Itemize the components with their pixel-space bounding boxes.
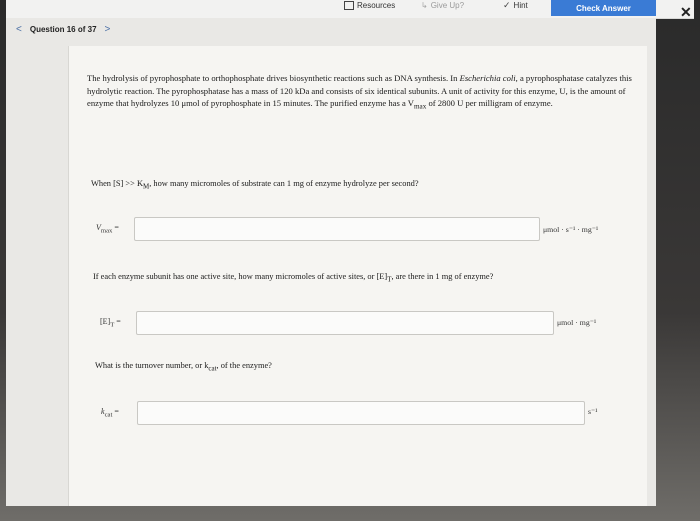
q2-post: , are there in 1 mg of enzyme?	[391, 272, 494, 281]
et-label-sub: T	[110, 321, 115, 329]
hint-check-icon: ✓	[503, 0, 511, 10]
give-up-label: Give Up?	[430, 1, 465, 10]
et-unit: μmol · mg⁻¹	[557, 318, 597, 327]
next-question-icon[interactable]: >	[104, 24, 111, 35]
main-screen	[6, 18, 656, 506]
vmax-unit: μmol · s⁻¹ · mg⁻¹	[543, 225, 599, 234]
question-2-prompt	[93, 272, 493, 284]
question-card	[68, 46, 647, 506]
q3-pre: What is the turnover number, or k	[95, 361, 209, 370]
q2-text: If each enzyme subunit has one active site, how many micromoles of active sites, or [E]	[93, 272, 388, 281]
hint-label: Hint	[513, 1, 528, 10]
passage-vmax-sub: max	[413, 102, 427, 111]
give-up-button[interactable]	[421, 1, 464, 10]
close-icon[interactable]: ✕	[680, 4, 692, 20]
vmax-label	[96, 223, 119, 235]
et-label-main: [E]	[100, 317, 111, 326]
kcat-unit: s⁻¹	[588, 407, 598, 416]
et-answer-input[interactable]	[136, 311, 554, 335]
prev-question-icon[interactable]: <	[16, 24, 22, 35]
resources-icon	[344, 1, 354, 10]
question-3-prompt	[95, 361, 272, 373]
vmax-label-sub: max	[100, 227, 113, 235]
resources-button[interactable]	[344, 1, 395, 10]
give-up-icon: ↳	[421, 1, 428, 10]
passage-part1: The hydrolysis of pyrophosphate to orthophosphate drives biosynthetic reactions such as DNA synthesis. In	[87, 73, 460, 83]
q3-post: , of the enzyme?	[216, 361, 272, 370]
kcat-label-sub: cat	[104, 411, 113, 419]
q3-sub: cat	[208, 364, 217, 373]
q1-post: , how many micromoles of substrate can 1 mg of enzyme hydrolyze per second?	[149, 179, 419, 188]
et-label-eq: =	[114, 317, 121, 326]
hint-button[interactable]	[503, 1, 528, 10]
top-toolbar	[6, 0, 694, 19]
resources-label: Resources	[357, 1, 396, 10]
passage-part3: of 2800 U per milligram of enzyme.	[426, 98, 553, 109]
vmax-answer-input[interactable]	[134, 217, 540, 241]
q1-pre: When [S] >> K	[91, 179, 144, 188]
vmax-label-eq: =	[112, 223, 119, 232]
question-1-prompt	[91, 179, 419, 191]
kcat-label	[101, 407, 119, 419]
q2-sub: T	[387, 275, 392, 284]
kcat-answer-input[interactable]	[137, 401, 585, 425]
check-answer-button[interactable]	[551, 0, 656, 16]
vmax-label-main: V	[96, 223, 101, 232]
kcat-label-eq: =	[112, 407, 119, 416]
q1-sub: M	[143, 182, 150, 191]
passage-part2: , a pyrophosphatase catalyzes this hydrolytic reaction. The pyrophosphatase has a mass of 120 kDa and consists of six identical subunits. A unit of activity for this enzyme, U, is the amount of enzyme that hydrolyzes 10 μmol of pyrophosphate in 15 minutes. The purified enzyme has a V	[87, 73, 632, 109]
question-passage	[87, 72, 635, 114]
check-answer-label: Check Answer	[576, 3, 631, 13]
kcat-label-main: k	[101, 407, 105, 416]
passage-organism: Escherichia coli	[459, 73, 516, 83]
et-label	[100, 317, 121, 329]
question-navigation	[16, 24, 110, 35]
question-counter: Question 16 of 37	[29, 25, 97, 34]
